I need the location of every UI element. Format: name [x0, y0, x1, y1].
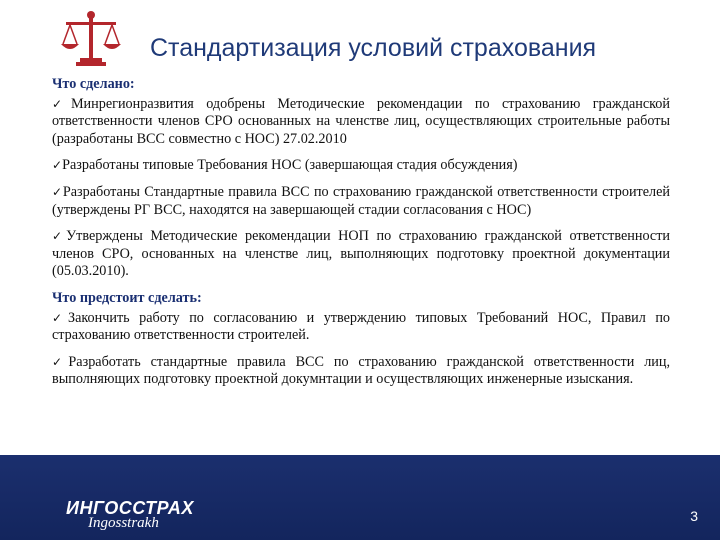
checkmark-icon: ✓	[52, 96, 71, 111]
page-number: 3	[690, 508, 698, 524]
checkmark-icon: ✓	[52, 354, 69, 369]
todo-heading: Что предстоит сделать:	[52, 289, 202, 306]
checkmark-icon: ✓	[52, 229, 67, 244]
company-logo	[66, 498, 194, 532]
todo-item: ✓Закончить работу по согласованию и утверждению типовых Требований НОС, Правил по страхованию ответственности строителей.	[52, 309, 671, 344]
brand-script: Ingosstrakh	[88, 515, 159, 531]
todo-item: ✓Разработать стандартные правила ВСС по страхованию гражданской ответственности лиц, выполняющих подготовку проектной докумнтации и осуществляющих инженерные изыскания.	[52, 353, 671, 388]
brand-name: ИНГОССТРАХ	[66, 498, 194, 518]
slide-title: Стандартизация условий страхования	[150, 34, 597, 62]
done-item: ✓Разработаны типовые Требования НОС (завершающая стадия обсуждения)	[52, 157, 518, 174]
done-item: ✓Утверждены Методические рекомендации НОП по страхованию гражданской ответственности членов СРО, основанных на членстве лиц, выполняющих подготовку проектной документации (05.03.2010).	[52, 228, 670, 280]
done-heading: Что сделано:	[52, 76, 135, 92]
done-item: ✓Разработаны Стандартные правила ВСС по страхованию гражданской ответственности строителей (утверждены РГ ВСС, находятся на завершающей стадии согласования с НОС)	[52, 183, 670, 218]
checkmark-icon: ✓	[52, 184, 63, 199]
slide-content	[52, 76, 670, 398]
checkmark-icon: ✓	[52, 158, 63, 173]
scales-of-justice-icon	[58, 8, 124, 70]
checkmark-icon: ✓	[52, 310, 68, 325]
done-item: ✓Минрегионразвития одобрены Методические рекомендации по страхованию гражданской ответственности членов СРО основанных на членстве лиц, осуществляющих строительные работы (разработаны ВСС совместно с НОС) 27.02.2010	[52, 95, 670, 147]
